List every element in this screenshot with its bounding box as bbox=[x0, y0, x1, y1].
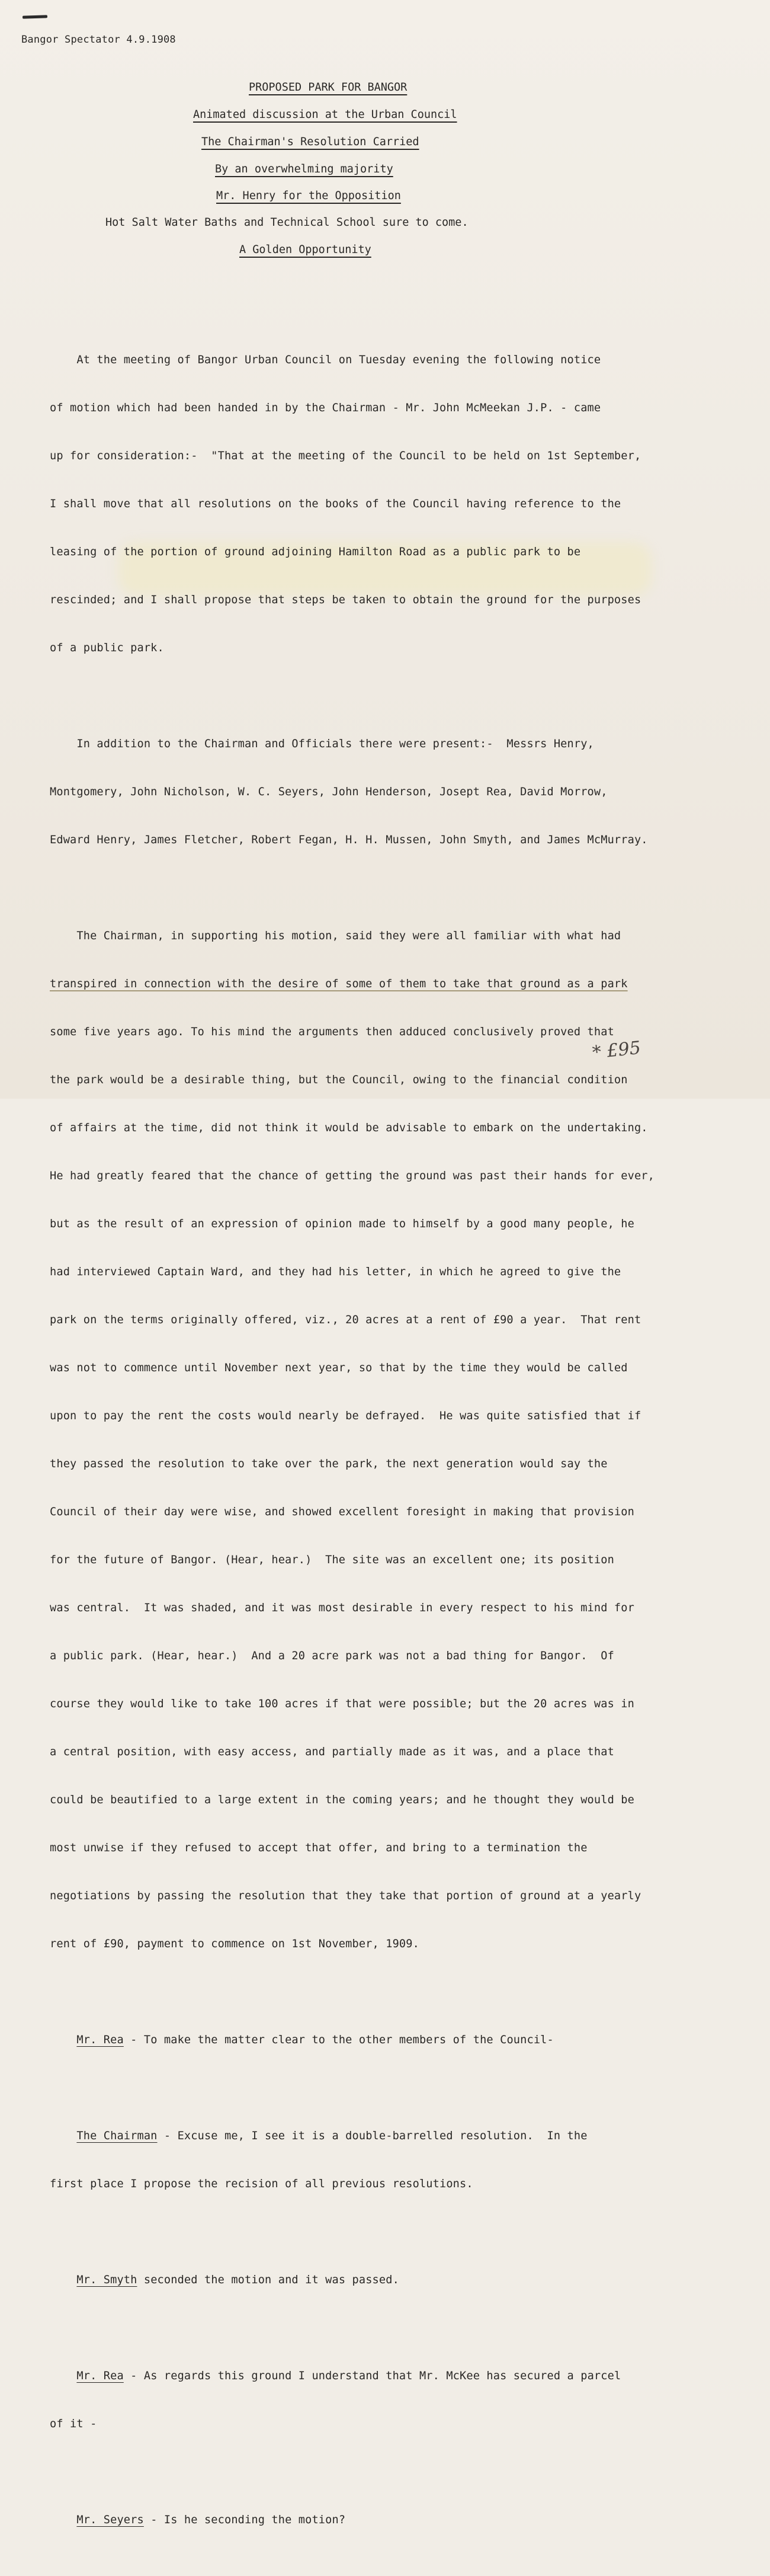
text-line: first place I propose the recision of all previous resolutions. bbox=[50, 2178, 473, 2190]
text-line: of it - bbox=[50, 2418, 97, 2430]
text-line: The Chairman, in supporting his motion, said they were all familiar with what had bbox=[50, 930, 621, 942]
text-line: a central position, with easy access, and partially made as it was, and a place that bbox=[50, 1746, 614, 1758]
text-line: negotiations by passing the resolution that they take that portion of ground at a yearly bbox=[50, 1890, 641, 1902]
text-line-underlined: transpired in connection with the desire of some of them to take that ground as a park bbox=[50, 978, 628, 990]
text-line: upon to pay the rent the costs would nearly be defrayed. He was quite satisfied that if bbox=[50, 1410, 641, 1422]
exchange-rea-1 bbox=[50, 2000, 761, 2080]
text-line: I shall move that all resolutions on the books of the Council having reference to the bbox=[50, 498, 621, 510]
text-line: for the future of Bangor. (Hear, hear.) The site was an excellent one; its position bbox=[50, 1554, 614, 1566]
text-line: a public park. (Hear, hear.) And a 20 acre park was not a bad thing for Bangor. Of bbox=[50, 1650, 614, 1662]
text-line: could be beautified to a large extent in the coming years; and he thought they would be bbox=[50, 1794, 634, 1806]
text-line: of a public park. bbox=[50, 642, 164, 654]
speaker-name: Mr. Rea bbox=[76, 2034, 124, 2046]
paragraph-attendees bbox=[50, 704, 761, 880]
exchange-seyers bbox=[50, 2480, 761, 2560]
text-line: most unwise if they refused to accept that offer, and bring to a termination the bbox=[50, 1842, 588, 1854]
text-line: park on the terms originally offered, viz., 20 acres at a rent of £90 a year. That rent bbox=[50, 1314, 641, 1326]
text-line: of motion which had been handed in by the Chairman - Mr. John McMeekan J.P. - came bbox=[50, 402, 601, 414]
text-line bbox=[50, 2128, 761, 2144]
speech-text: seconded the motion and it was passed. bbox=[137, 2274, 399, 2286]
text-line: Council of their day were wise, and showed excellent foresight in making that provision bbox=[50, 1506, 634, 1518]
text-line: He had greatly feared that the chance of getting the ground was past their hands for ever, bbox=[50, 1170, 654, 1182]
text-line bbox=[50, 2368, 761, 2384]
source-citation: Bangor Spectator 4.9.1908 bbox=[21, 34, 176, 46]
text-line: leasing of the portion of ground adjoining Hamilton Road as a public park to be bbox=[50, 546, 581, 558]
subhead-6: A Golden Opportunity bbox=[239, 244, 371, 256]
exchange-smyth bbox=[50, 2240, 761, 2320]
speech-text: - To make the matter clear to the other members of the Council- bbox=[123, 2034, 554, 2046]
speaker-name: The Chairman bbox=[76, 2130, 158, 2142]
subhead-2: The Chairman's Resolution Carried bbox=[201, 136, 419, 148]
text-line bbox=[50, 2032, 761, 2048]
text-line bbox=[50, 2272, 761, 2288]
text-line: the park would be a desirable thing, but the Council, owing to the financial condition bbox=[50, 1074, 628, 1086]
exchange-rea-2 bbox=[50, 2336, 761, 2464]
subhead-5: Hot Salt Water Baths and Technical School sure to come. bbox=[105, 216, 469, 229]
text-line: At the meeting of Bangor Urban Council on Tuesday evening the following notice bbox=[50, 354, 601, 366]
headline-title: PROPOSED PARK FOR BANGOR bbox=[249, 81, 408, 94]
speech-text: - Excuse me, I see it is a double-barrelled resolution. In the bbox=[157, 2130, 588, 2142]
paragraph-chairman-speech bbox=[50, 896, 761, 1984]
text-line: rent of £90, payment to commence on 1st November, 1909. bbox=[50, 1938, 419, 1950]
text-line: rescinded; and I shall propose that steps be taken to obtain the ground for the purposes bbox=[50, 594, 641, 606]
paragraph-intro bbox=[50, 320, 761, 688]
speaker-name: Mr. Rea bbox=[76, 2370, 124, 2382]
subhead-1: Animated discussion at the Urban Council bbox=[193, 108, 457, 121]
text-line: was central. It was shaded, and it was most desirable in every respect to his mind for bbox=[50, 1602, 634, 1614]
text-line: In addition to the Chairman and Officials there were present:- Messrs Henry, bbox=[50, 738, 594, 750]
text-line: Montgomery, John Nicholson, W. C. Seyers, John Henderson, Josept Rea, David Morrow, bbox=[50, 786, 608, 798]
speech-text: - As regards this ground I understand that Mr. McKee has secured a parcel bbox=[123, 2370, 621, 2382]
text-line: of affairs at the time, did not think it would be advisable to embark on the undertaking. bbox=[50, 1122, 648, 1134]
handwritten-price-note: * £95 bbox=[591, 1037, 642, 1064]
text-line: but as the result of an expression of opinion made to himself by a good many people, he bbox=[50, 1218, 634, 1230]
text-line: was not to commence until November next year, so that by the time they would be called bbox=[50, 1362, 628, 1374]
ink-mark bbox=[23, 15, 47, 18]
text-line: they passed the resolution to take over the park, the next generation would say the bbox=[50, 1458, 608, 1470]
exchange-chairman bbox=[50, 2096, 761, 2224]
text-line: had interviewed Captain Ward, and they had his letter, in which he agreed to give the bbox=[50, 1266, 621, 1278]
text-line: Edward Henry, James Fletcher, Robert Fegan, H. H. Mussen, John Smyth, and James McMurray. bbox=[50, 834, 648, 846]
subhead-4: Mr. Henry for the Opposition bbox=[216, 190, 401, 202]
subhead-3: By an overwhelming majority bbox=[215, 163, 393, 175]
text-line: up for consideration:- "That at the meeting of the Council to be held on 1st September, bbox=[50, 450, 641, 462]
article-body bbox=[50, 320, 761, 2576]
speech-text: - Is he seconding the motion? bbox=[143, 2514, 346, 2526]
text-line: course they would like to take 100 acres if that were possible; but the 20 acres was in bbox=[50, 1698, 634, 1710]
text-line bbox=[50, 2512, 761, 2528]
text-line: some five years ago. To his mind the arguments then adduced conclusively proved that bbox=[50, 1026, 614, 1038]
speaker-name: Mr. Smyth bbox=[76, 2274, 137, 2286]
speaker-name: Mr. Seyers bbox=[76, 2514, 144, 2526]
